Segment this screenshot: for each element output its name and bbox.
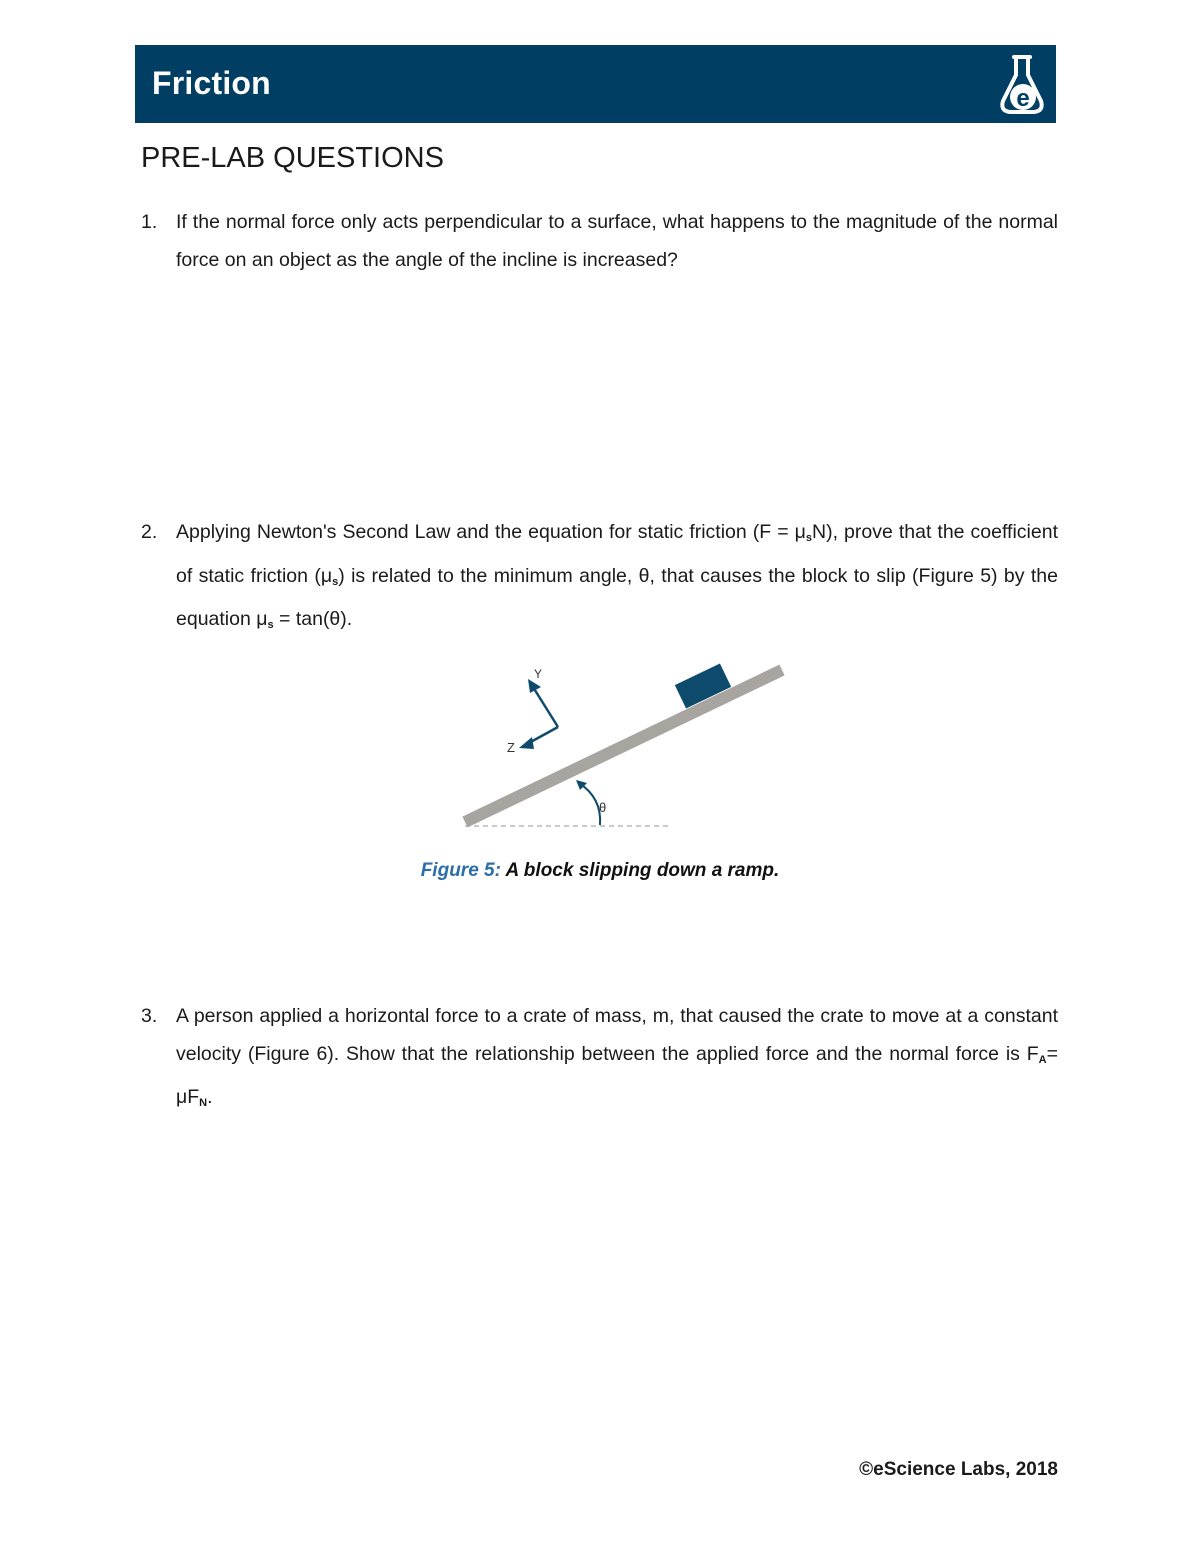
y-axis-label: Y — [534, 667, 543, 681]
question-text-part: . — [207, 1086, 213, 1108]
copyright-footer: ©eScience Labs, 2018 — [859, 1459, 1058, 1480]
subscript: N — [199, 1097, 208, 1109]
question-text-part: A person applied a horizontal force to a crate of mass, m, that caused the crate to move at a constant velocity (Figure 6). Show that the relationship between the applied force and the normal force is F — [176, 1005, 1058, 1065]
angle-arc — [579, 783, 600, 825]
caption-label: Figure 5: — [420, 860, 501, 881]
subscript: s — [267, 619, 274, 631]
section-title: PRE-LAB QUESTIONS — [141, 142, 444, 174]
question-text — [176, 998, 1058, 1123]
question-text-part: = μF — [176, 1042, 1058, 1108]
question-1 — [141, 204, 1058, 279]
question-text-part: Applying Newton's Second Law and the equation for static friction (F = μ — [176, 521, 806, 543]
z-axis-arrowhead — [519, 737, 534, 749]
question-number: 2. — [141, 521, 158, 543]
subscript: s — [805, 532, 813, 544]
ramp-figure — [440, 655, 800, 840]
y-axis-arrow — [533, 687, 558, 727]
document-title: Friction — [152, 65, 271, 101]
header-bar — [135, 45, 1056, 123]
question-text-part: = tan(θ). — [273, 608, 353, 630]
subscript: A — [1038, 1053, 1047, 1066]
question-number: 1. — [141, 211, 158, 233]
angle-label: θ — [599, 800, 607, 815]
flask-logo-icon — [996, 51, 1048, 117]
question-text — [176, 514, 1058, 645]
subscript: s — [332, 575, 339, 588]
z-axis-label: Z — [507, 740, 515, 755]
question-text-part: ) is related to the minimum angle, θ, that causes the block to slip (Figure 5) by the equation μ — [176, 564, 1058, 630]
caption-text: A block slipping down a ramp. — [505, 860, 780, 881]
logo-letter: e — [1016, 85, 1030, 112]
figure-caption — [0, 860, 1200, 882]
question-3 — [141, 998, 1058, 1123]
question-number: 3. — [141, 1005, 158, 1027]
question-text-part: N), prove that the coefficient of static friction (μ — [176, 521, 1058, 587]
question-text: If the normal force only acts perpendicular to a surface, what happens to the magnitude of the normal force on an object as the angle of the incline is increased? — [176, 211, 1058, 271]
question-2 — [141, 514, 1058, 645]
